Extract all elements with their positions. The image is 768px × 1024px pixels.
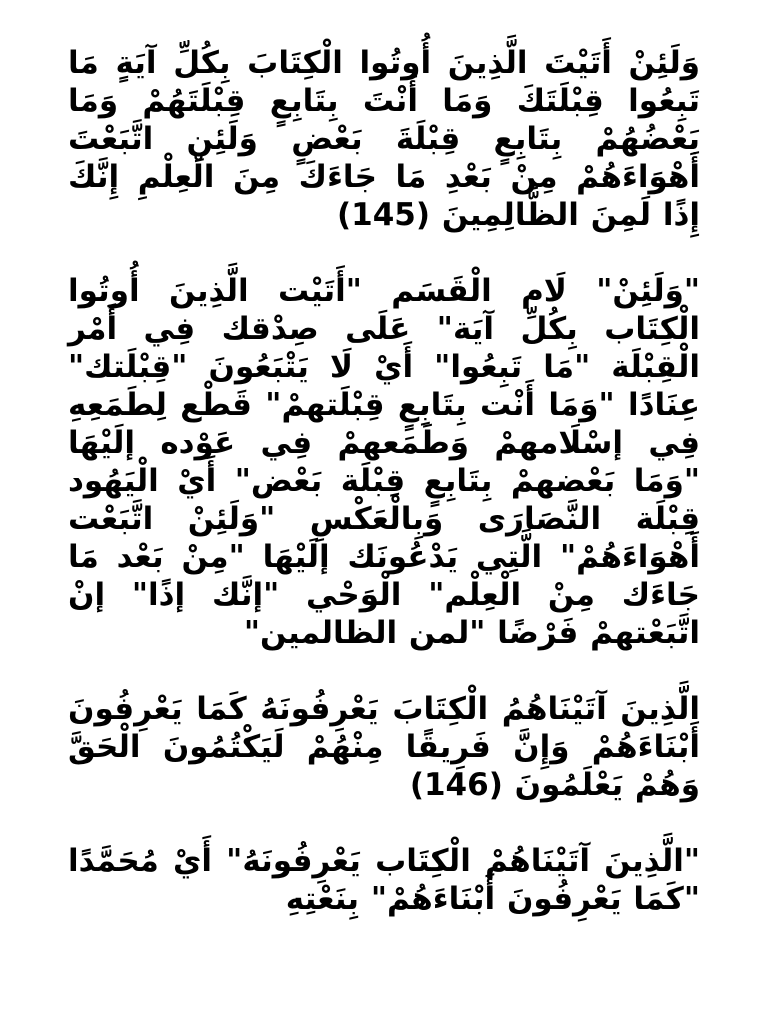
tafsir-paragraph-145: "وَلَئِنْ" لَام الْقَسَم "أَتَيْت الَّذِينَ أُوتُوا الْكِتَاب بِكُلِّ آيَة" عَلَى صِدْقك فِي أَمْر الْقِبْلَة "مَا تَبِعُوا" أَيْ لَا يَتْبَعُونَ "قِبْلَتك" عِنَادًا "وَمَا أَنْت بِتَابِعٍ قِبْلَتهمْ" قَطْع لِطَمَعِهِ فِي إسْلَامهمْ وَطَمَعهمْ فِي عَوْده إلَيْهَا "وَمَا بَعْضهمْ بِتَابِعٍ قِبْلَة بَعْض" أَيْ الْيَهُود قِبْلَة النَّصَارَى وَبِالْعَكْسِ "وَلَئِنْ اتَّبَعْت أَهْوَاءَهُمْ" الَّتِي يَدْعُونَك إلَيْهَا "مِنْ بَعْد مَا جَاءَك مِنْ الْعِلْم" الْوَحْي "إنَّك إذًا" إنْ اتَّبَعْتهمْ فَرْضًا "لمن الظالمين" xyxy=(68,273,700,651)
tafsir-paragraph-146: "الَّذِينَ آتَيْنَاهُمْ الْكِتَاب يَعْرِفُونَهُ" أَيْ مُحَمَّدًا "كَمَا يَعْرِفُونَ أَبْنَاءَهُمْ" بِنَعْتِهِ xyxy=(68,843,700,917)
quran-verse-145: وَلَئِنْ أَتَيْتَ الَّذِينَ أُوتُوا الْكِتَابَ بِكُلِّ آيَةٍ مَا تَبِعُوا قِبْلَتَكَ وَمَا أَنْتَ بِتَابِعٍ قِبْلَتَهُمْ وَمَا بَعْضُهُمْ بِتَابِعٍ قِبْلَةَ بَعْضٍ وَلَئِنِ اتَّبَعْتَ أَهْوَاءَهُمْ مِنْ بَعْدِ مَا جَاءَكَ مِنَ الْعِلْمِ إِنَّكَ إِذًا لَمِنَ الظَّالِمِينَ (145) xyxy=(68,45,700,233)
quran-verse-146: الَّذِينَ آتَيْنَاهُمُ الْكِتَابَ يَعْرِفُونَهُ كَمَا يَعْرِفُونَ أَبْنَاءَهُمْ وَإِنَّ فَرِيقًا مِنْهُمْ لَيَكْتُمُونَ الْحَقَّ وَهُمْ يَعْلَمُونَ (146) xyxy=(68,691,700,803)
document-page xyxy=(68,44,700,956)
